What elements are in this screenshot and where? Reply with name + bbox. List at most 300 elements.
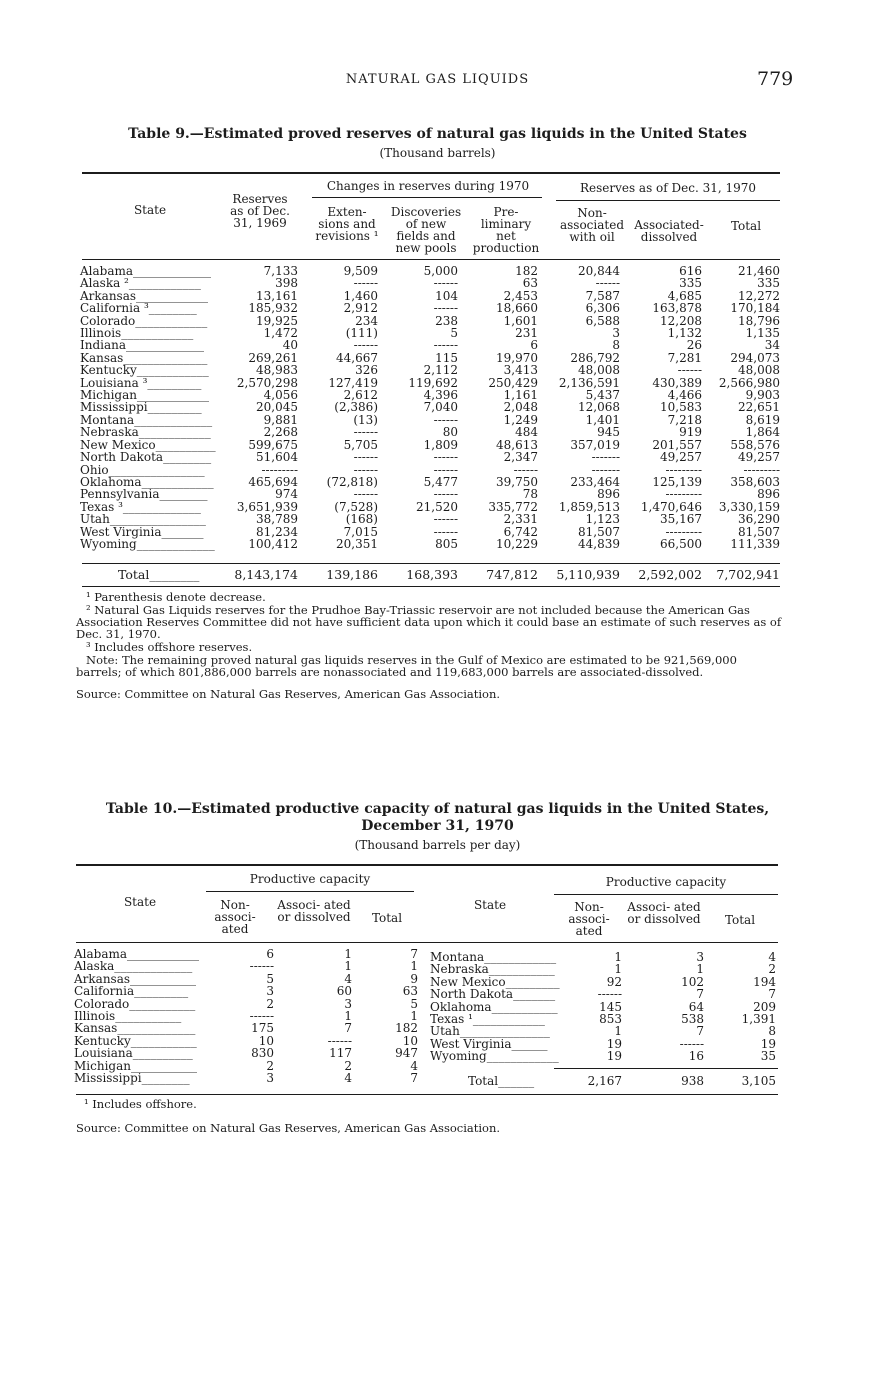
- value: 2: [266, 1058, 274, 1073]
- value-cell: [380, 538, 460, 550]
- state-name: California ³: [80, 301, 149, 316]
- dot-leader: ______________: [123, 350, 208, 365]
- value: 805: [435, 536, 458, 551]
- dot-leader: _______: [513, 987, 556, 1002]
- state-name: Texas ¹: [430, 1012, 473, 1027]
- value: 430,389: [652, 375, 702, 390]
- table9-header-state: State: [133, 203, 167, 217]
- dot-leader: ___________: [130, 1058, 197, 1073]
- table9-note: Note: The remaining proved natural gas liquids reserves in the Gulf of Mexico are estimated to be 921,569,000 barrels; of which 801,886,000 barrels are nonassociated and 119,683,000 barrels are associated-dissolved.: [76, 653, 737, 679]
- dot-leader: ____________: [136, 388, 209, 403]
- table10-header-state-left: State: [123, 895, 157, 909]
- value: 19,970: [496, 350, 538, 365]
- value: ------: [327, 1033, 352, 1048]
- value: 4: [768, 950, 776, 964]
- value: ------: [353, 462, 378, 477]
- dot-leader: ________: [149, 567, 200, 582]
- state-name: Kansas: [74, 1021, 118, 1036]
- value: 616: [679, 264, 702, 278]
- value-cell: [224, 538, 300, 550]
- total-value-text: 139,186: [326, 567, 378, 582]
- value: 1,132: [667, 326, 702, 341]
- page-number: 779: [757, 68, 794, 90]
- table10-unit: (Thousand barrels per day): [354, 838, 521, 852]
- value: 4: [410, 1058, 418, 1073]
- state-cell: [428, 1050, 558, 1062]
- value: 12,068: [578, 400, 620, 415]
- value-cell: [706, 976, 778, 988]
- value: 3,651,939: [236, 499, 298, 514]
- state-name: Kentucky: [80, 363, 137, 378]
- value: ------: [353, 425, 378, 440]
- running-head: NATURAL GAS LIQUIDS: [345, 72, 530, 87]
- total-value: [624, 1075, 706, 1087]
- value: 64: [688, 999, 704, 1014]
- dot-leader: ____________: [128, 276, 201, 291]
- value: 8: [768, 1024, 776, 1039]
- value: 7: [768, 987, 776, 1002]
- value-cell: [210, 1072, 276, 1084]
- value: 5,477: [423, 474, 458, 489]
- value: 34: [764, 338, 780, 353]
- table9-footnote-1: ¹ Parenthesis denote decrease.: [86, 590, 266, 604]
- value: ------: [433, 412, 458, 427]
- value: 63: [402, 984, 418, 999]
- state-name: Michigan: [80, 388, 137, 403]
- table9-top-rule: [82, 172, 780, 174]
- value: 10: [258, 1033, 274, 1048]
- dot-leader: ___________: [491, 999, 558, 1014]
- value: 7,281: [667, 350, 702, 365]
- value: 9,881: [263, 412, 298, 427]
- state-name: Arkansas: [80, 288, 137, 303]
- value: 294,073: [730, 350, 780, 365]
- value: 1,859,513: [558, 499, 620, 514]
- value: 4,396: [423, 388, 458, 403]
- value: 20,045: [256, 400, 298, 415]
- table9-footnote-3: ³ Includes offshore reserves.: [86, 640, 253, 654]
- value: 1,161: [503, 388, 538, 403]
- value: 21,520: [416, 499, 458, 514]
- table10-header-total-left: Total: [371, 911, 403, 925]
- dot-leader: ________: [141, 1071, 190, 1086]
- value: 18,660: [496, 301, 538, 316]
- value: 398: [275, 276, 298, 291]
- table10-header-nonassoc-right: Non- associ- ated: [568, 900, 610, 938]
- value: -------: [591, 462, 620, 477]
- table10-total: [428, 1075, 778, 1087]
- value: 4,466: [667, 388, 702, 403]
- table9-source: Source: Committee on Natural Gas Reserves, American Gas Association.: [76, 687, 501, 701]
- value: 20,844: [578, 264, 620, 278]
- value: 231: [515, 326, 538, 341]
- value: 51,604: [256, 450, 298, 465]
- total-value: [706, 1075, 778, 1087]
- table9-total-rule: [82, 563, 780, 564]
- value: 117: [329, 1046, 352, 1061]
- value: 233,464: [570, 474, 620, 489]
- table9-row: [78, 538, 782, 550]
- value: 48,983: [256, 363, 298, 378]
- value: 102: [681, 974, 704, 989]
- value: 1,135: [745, 326, 780, 341]
- value: 1,809: [423, 437, 458, 452]
- value: ------: [433, 487, 458, 502]
- state-name: Colorado: [74, 996, 130, 1011]
- value: (13): [353, 412, 378, 427]
- state-name: Utah: [430, 1024, 460, 1039]
- total-value: [460, 569, 540, 581]
- value: 36,290: [738, 512, 780, 527]
- table10-title-line2: December 31, 1970: [361, 818, 514, 834]
- total-value-text: 8,143,174: [234, 567, 298, 582]
- state-name: Louisiana ³: [80, 375, 148, 390]
- state-name: Utah: [80, 512, 110, 527]
- total-value-text: 5,110,939: [556, 567, 620, 582]
- value-cell: [276, 1072, 354, 1084]
- value: 19,925: [256, 313, 298, 328]
- value: 2,268: [263, 425, 298, 440]
- dot-leader: _________: [134, 984, 189, 999]
- value: 1,391: [741, 1012, 776, 1027]
- dot-leader: ________: [148, 301, 197, 316]
- value: 8: [612, 338, 620, 353]
- value: 48,008: [578, 363, 620, 378]
- value: 38,789: [256, 512, 298, 527]
- value: 5,000: [423, 264, 458, 278]
- value: 7,015: [343, 524, 378, 539]
- table9-unit: (Thousand barrels): [379, 146, 496, 160]
- value: 5,705: [343, 437, 378, 452]
- value: 182: [515, 264, 538, 278]
- total-value: [540, 569, 622, 581]
- value-cell: [460, 327, 540, 339]
- dot-leader: ____________: [121, 326, 194, 341]
- value: 853: [599, 1012, 622, 1027]
- value: 7,587: [585, 288, 620, 303]
- value: 104: [435, 288, 458, 303]
- value: 1: [344, 947, 352, 961]
- value: 1,249: [503, 412, 538, 427]
- value: 26: [686, 338, 702, 353]
- dot-leader: ____________: [472, 1012, 545, 1027]
- table10-header-assoc-right: Associ- ated or dissolved: [627, 900, 701, 926]
- value-cell: [460, 538, 540, 550]
- dot-leader: _____________: [134, 412, 213, 427]
- dot-leader: _____________: [126, 338, 205, 353]
- dot-leader: ____________: [127, 947, 200, 961]
- value: 2,612: [343, 388, 378, 403]
- value: 974: [275, 487, 298, 502]
- table10-header-total-right: Total: [724, 913, 756, 927]
- value: 1: [344, 959, 352, 974]
- value: 1,401: [585, 412, 620, 427]
- value-cell: [276, 1060, 354, 1072]
- value: -------: [591, 450, 620, 465]
- dot-leader: _____________: [136, 536, 215, 551]
- value-cell: [540, 327, 622, 339]
- value: ------: [353, 338, 378, 353]
- table9-header-associated: Associated- dissolved: [634, 218, 704, 244]
- state-name: North Dakota: [80, 450, 164, 465]
- value: 35,167: [660, 512, 702, 527]
- value: 80: [442, 425, 458, 440]
- value: ------: [249, 1009, 274, 1024]
- value: 7,218: [667, 412, 702, 427]
- dot-leader: ____________: [138, 425, 211, 440]
- value: (72,818): [326, 474, 378, 489]
- state-name: New Mexico: [80, 437, 156, 452]
- value: 40: [282, 338, 298, 353]
- value: ------: [433, 512, 458, 527]
- table10-total-row: [428, 1075, 778, 1087]
- value: 1: [614, 1024, 622, 1039]
- value: 558,576: [730, 437, 780, 452]
- value: 7,133: [263, 264, 298, 278]
- table9-total-row: [78, 569, 782, 581]
- value: 5,437: [585, 388, 620, 403]
- state-name: Illinois: [80, 326, 122, 341]
- value-cell: [624, 1013, 706, 1025]
- state-name: Mississippi: [74, 1071, 142, 1086]
- dot-leader: _____________: [117, 1021, 196, 1036]
- value-cell: [276, 1047, 354, 1059]
- state-name: Alaska ²: [80, 276, 129, 291]
- value: 9,903: [745, 388, 780, 403]
- value: 19: [606, 1036, 622, 1051]
- state-name: Wyoming: [430, 1049, 487, 1064]
- table9-header-extensions: Exten- sions and revisions ¹: [315, 205, 379, 243]
- total-label: [78, 569, 224, 581]
- value: 2,112: [423, 363, 458, 378]
- value: 182: [395, 1021, 418, 1036]
- dot-leader: __________: [155, 437, 216, 452]
- dot-leader: ________________: [109, 512, 206, 527]
- value-cell: [622, 538, 704, 550]
- value: 286,792: [570, 350, 620, 365]
- value: 49,257: [738, 450, 780, 465]
- value: 145: [599, 999, 622, 1014]
- value: 919: [679, 425, 702, 440]
- dot-leader: _________: [505, 974, 560, 989]
- table10-left-body: [72, 948, 420, 1084]
- value-cell: [354, 1072, 420, 1084]
- value: 4: [344, 971, 352, 986]
- value: 81,507: [578, 524, 620, 539]
- value: 1,601: [503, 313, 538, 328]
- value: 2,566,980: [718, 375, 780, 390]
- value: 7: [696, 987, 704, 1002]
- total-value-text: 2,167: [587, 1074, 622, 1088]
- total-value-text: 2,592,002: [638, 567, 702, 582]
- total-value: [300, 569, 380, 581]
- value: ------: [433, 450, 458, 465]
- state-name: Arkansas: [74, 971, 131, 986]
- total-label: [428, 1075, 558, 1087]
- state-name: Nebraska: [80, 425, 139, 440]
- value: 78: [522, 487, 538, 502]
- state-name: Alaska: [74, 959, 115, 974]
- state-name: Montana: [430, 950, 485, 964]
- value: ------: [249, 959, 274, 974]
- value: 194: [753, 974, 776, 989]
- value: 1: [410, 959, 418, 974]
- value: 830: [251, 1046, 274, 1061]
- value: ---------: [665, 487, 702, 502]
- value: ---------: [665, 462, 702, 477]
- value-cell: [624, 1050, 706, 1062]
- state-name: Nebraska: [430, 962, 489, 977]
- total-label-text: Total: [468, 1074, 499, 1088]
- value-cell: [704, 538, 782, 550]
- value: 10: [402, 1033, 418, 1048]
- value: ------: [677, 363, 702, 378]
- value: 335: [757, 276, 780, 291]
- value: 2,136,591: [558, 375, 620, 390]
- state-cell: [78, 538, 224, 550]
- state-name: West Virginia: [80, 524, 162, 539]
- value: 209: [753, 999, 776, 1014]
- value: ------: [433, 524, 458, 539]
- value: 538: [681, 1012, 704, 1027]
- value: ------: [679, 1036, 704, 1051]
- table9-header-reserves-1970-group: Reserves as of Dec. 31, 1970: [579, 181, 757, 195]
- value: 3: [266, 1071, 274, 1086]
- table10-header-state-right: State: [473, 898, 507, 912]
- value: 5: [410, 996, 418, 1011]
- value: 2,048: [503, 400, 538, 415]
- value: ---------: [261, 462, 298, 477]
- state-name: West Virginia: [430, 1036, 512, 1051]
- value: 201,557: [652, 437, 702, 452]
- value: 1: [614, 950, 622, 964]
- table10-header-nonassoc-left: Non- associ- ated: [214, 898, 256, 936]
- dot-leader: ________: [163, 450, 212, 465]
- value: 163,878: [652, 301, 702, 316]
- value: 4,056: [263, 388, 298, 403]
- total-value: [224, 569, 300, 581]
- state-name: Oklahoma: [80, 474, 142, 489]
- table10-right-row: [428, 1050, 778, 1062]
- value: 1: [410, 1009, 418, 1024]
- value: 9,509: [343, 264, 378, 278]
- dot-leader: ____________: [135, 313, 208, 328]
- table9-bottom-rule: [82, 586, 780, 587]
- table10-capacity-rule-right: [554, 894, 778, 895]
- value: ---------: [665, 524, 702, 539]
- value: ------: [595, 276, 620, 291]
- value: 2,331: [503, 512, 538, 527]
- table9-changes-rule: [312, 197, 542, 198]
- value: 2: [768, 962, 776, 977]
- value: 39,750: [496, 474, 538, 489]
- dot-leader: ___________: [130, 971, 197, 986]
- value: 2,347: [503, 450, 538, 465]
- total-value: [558, 1075, 624, 1087]
- state-name: New Mexico: [430, 974, 506, 989]
- value: ---------: [743, 462, 780, 477]
- state-name: Ohio: [80, 462, 109, 477]
- table10-header-rule: [76, 942, 778, 943]
- dot-leader: _____________: [122, 499, 201, 514]
- dot-leader: _________: [147, 375, 202, 390]
- table10-right-body: [428, 951, 778, 1063]
- state-name: California: [74, 984, 135, 999]
- value: 2: [344, 1058, 352, 1073]
- value: 44,667: [336, 350, 378, 365]
- table9-header-nonassociated: Non- associated with oil: [559, 206, 624, 244]
- value: ------: [433, 462, 458, 477]
- dot-leader: ___________: [488, 962, 555, 977]
- table9-header-discoveries: Discoveries of new fields and new pools: [390, 205, 462, 255]
- value: 6: [530, 338, 538, 353]
- state-name: Pennsylvania: [80, 487, 160, 502]
- value-cell: [540, 538, 622, 550]
- value: 358,603: [730, 474, 780, 489]
- table9-header-total: Total: [730, 219, 762, 233]
- value: 484: [515, 425, 538, 440]
- value: 81,507: [738, 524, 780, 539]
- value-cell: [624, 976, 706, 988]
- value: (111): [345, 326, 378, 341]
- dot-leader: ____________: [136, 288, 209, 303]
- value: 3: [612, 326, 620, 341]
- dot-leader: ___________: [129, 996, 196, 1011]
- state-name: Indiana: [80, 338, 127, 353]
- value: 127,419: [328, 375, 378, 390]
- value: 234: [355, 313, 378, 328]
- value: 18,796: [738, 313, 780, 328]
- value-cell: [380, 315, 460, 327]
- value: 1,864: [745, 425, 780, 440]
- value: 48,613: [496, 437, 538, 452]
- value-cell: [276, 948, 354, 960]
- value: 1,123: [585, 512, 620, 527]
- dot-leader: _____________: [114, 959, 193, 974]
- value: 10,583: [660, 400, 702, 415]
- value: (2,386): [334, 400, 378, 415]
- value: 66,500: [660, 536, 702, 551]
- value: 1,470,646: [640, 499, 702, 514]
- state-name: Oklahoma: [430, 999, 492, 1014]
- table9-footnote-2: ² Natural Gas Liquids reserves for the Prudhoe Bay-Triassic reservoir are not included because the American Gas Association Reserves Committee did not have sufficient data upon which it could base an estimate of such reserves as of Dec. 31, 1970.: [76, 603, 782, 641]
- value: 4: [344, 1071, 352, 1086]
- value: 2,570,298: [236, 375, 298, 390]
- value: 92: [606, 974, 622, 989]
- dot-leader: __________: [132, 1046, 193, 1061]
- value: 896: [757, 487, 780, 502]
- table10-source: Source: Committee on Natural Gas Reserves, American Gas Association.: [76, 1121, 501, 1135]
- value: 125,139: [652, 474, 702, 489]
- state-name: Mississippi: [80, 400, 148, 415]
- table10-header-assoc-left: Associ- ated or dissolved: [277, 898, 351, 924]
- value: 945: [597, 425, 620, 440]
- table9-total: [78, 569, 782, 581]
- state-name: North Dakota: [430, 987, 514, 1002]
- table9-reserves-rule: [556, 200, 780, 201]
- dot-leader: _________: [147, 400, 202, 415]
- table10-title-line1: Table 10.—Estimated productive capacity of natural gas liquids in the United States,: [105, 801, 770, 817]
- value-cell: [706, 1050, 778, 1062]
- value: 5: [450, 326, 458, 341]
- value: 335: [679, 276, 702, 291]
- value: 7,040: [423, 400, 458, 415]
- state-name: Colorado: [80, 313, 136, 328]
- dot-leader: ___________: [130, 1033, 197, 1048]
- dot-leader: ____________: [136, 363, 209, 378]
- value: 335,772: [488, 499, 538, 514]
- value-cell: [624, 951, 706, 963]
